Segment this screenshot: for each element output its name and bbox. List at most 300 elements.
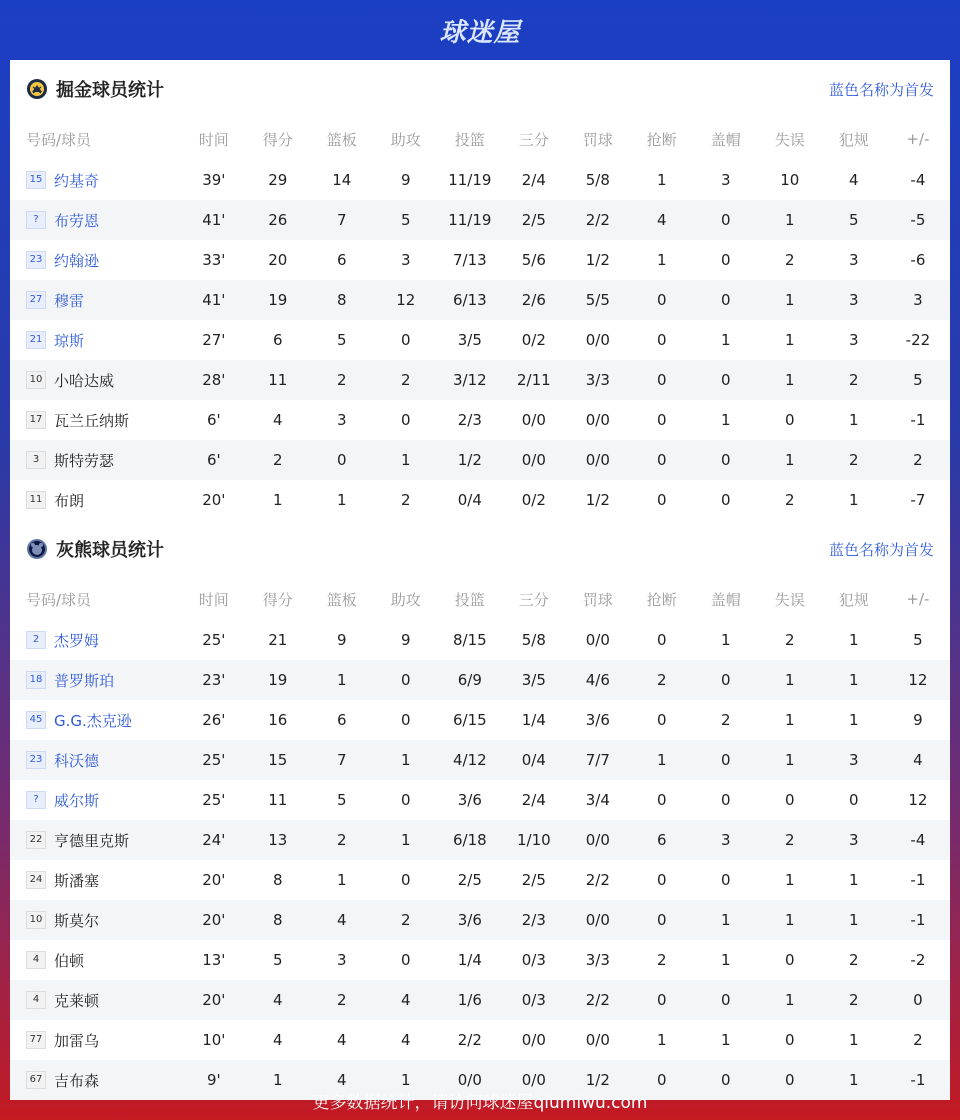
stat-cell: 3	[401, 251, 411, 269]
stat-cell: 1	[694, 900, 758, 940]
stat-cell: 3/12	[438, 360, 502, 400]
stat-cell: 0	[694, 440, 758, 480]
stat-cell: -22	[905, 331, 931, 349]
stat-cell: 11	[246, 360, 310, 400]
stat-cell: 1	[337, 491, 347, 509]
player-name[interactable]: 亨德里克斯	[54, 831, 130, 850]
stat-cell: 0	[694, 200, 758, 240]
team-title-text: 掘金球员统计	[56, 80, 164, 101]
stat-cell: 12	[374, 280, 438, 320]
stat-cell: 1	[721, 331, 731, 349]
stat-cell: 0	[785, 791, 795, 809]
jersey-number-badge: 22	[26, 831, 46, 849]
stat-cell: 1	[374, 820, 438, 860]
stat-cell: 3/6	[585, 711, 610, 729]
stat-cell: 1	[849, 711, 859, 729]
stat-cell: 8	[310, 280, 374, 320]
column-header: 助攻	[390, 590, 421, 609]
stat-cell: 1	[758, 740, 822, 780]
stat-cell: 0/0	[521, 411, 546, 429]
nuggets-logo-icon	[26, 78, 48, 100]
stat-cell: 20	[268, 251, 288, 269]
stat-cell: 0	[886, 980, 950, 1020]
stat-cell: 1	[785, 711, 795, 729]
stat-cell: 4	[374, 980, 438, 1020]
stat-cell: 12	[886, 660, 950, 700]
stat-cell: 2	[310, 820, 374, 860]
stat-cell: 0	[721, 871, 731, 889]
stat-cell: 2	[785, 251, 795, 269]
stat-cell: 2	[822, 440, 886, 480]
stat-cell: 1/2	[585, 251, 610, 269]
column-header: 投篮	[454, 130, 485, 149]
stat-cell: 4	[401, 1031, 411, 1049]
player-row	[10, 440, 950, 480]
stat-cell: 0	[657, 711, 667, 729]
stat-cell: 2/2	[566, 980, 630, 1020]
stat-cell: 9'	[182, 1060, 246, 1100]
stat-cell: 4	[886, 740, 950, 780]
player-name[interactable]: 杰罗姆	[54, 631, 100, 650]
stat-cell: 2	[822, 360, 886, 400]
player-cell	[10, 940, 182, 980]
stat-cell: 4	[630, 200, 694, 240]
jersey-number-badge: 15	[26, 171, 46, 189]
player-name[interactable]: 威尔斯	[54, 791, 100, 810]
stat-cell: 1	[785, 871, 795, 889]
column-header: 篮板	[326, 590, 357, 609]
stat-cell: 0	[401, 331, 411, 349]
stat-cell: 2	[310, 360, 374, 400]
stat-cell: 2	[374, 360, 438, 400]
footer-text: 更多数据统计，请访问球迷屋qiumiwu.com	[312, 1092, 648, 1113]
player-name[interactable]: 琼斯	[54, 331, 85, 350]
stat-cell: 1	[758, 980, 822, 1020]
player-cell	[10, 360, 182, 400]
stat-cell: 1/2	[438, 440, 502, 480]
player-name[interactable]: 普罗斯珀	[54, 671, 115, 690]
player-cell	[10, 400, 182, 440]
stat-cell: 0	[694, 740, 758, 780]
stat-cell: 0	[721, 491, 731, 509]
column-header: 号码/球员	[26, 590, 92, 609]
stat-cell: 2	[886, 440, 950, 480]
stat-cell: 0	[401, 711, 411, 729]
stat-cell: 2	[785, 631, 795, 649]
stat-cell: 2	[913, 1031, 923, 1049]
stat-cell: -1	[910, 871, 926, 889]
player-name[interactable]: 斯莫尔	[54, 911, 100, 930]
stat-cell: 2/6	[502, 280, 566, 320]
stat-cell: 6	[273, 331, 283, 349]
player-row	[10, 200, 950, 240]
column-header: 得分	[262, 130, 293, 149]
stat-cell: 39'	[202, 171, 226, 189]
stat-cell: 1	[374, 440, 438, 480]
stat-cell: 1	[657, 171, 667, 189]
jersey-number-badge: 4	[26, 991, 46, 1009]
player-cell	[10, 980, 182, 1020]
column-header: 罚球	[582, 130, 613, 149]
stat-cell: 3/4	[585, 791, 610, 809]
stat-cell: 1	[758, 280, 822, 320]
stat-cell: 6	[337, 711, 347, 729]
stat-cell: 25'	[182, 740, 246, 780]
stat-cell: 2	[310, 980, 374, 1020]
stat-cell: 2	[785, 491, 795, 509]
stat-cell: 3/6	[457, 791, 482, 809]
column-header: 时间	[198, 590, 229, 609]
player-name[interactable]: 斯潘塞	[54, 871, 100, 890]
stat-cell: 3	[886, 280, 950, 320]
jersey-number-badge: 18	[26, 671, 46, 689]
player-row	[10, 280, 950, 320]
stat-cell: 0	[401, 871, 411, 889]
jersey-number-badge: 3	[26, 451, 46, 469]
stat-cell: 1	[849, 871, 859, 889]
brand-header	[0, 0, 960, 60]
stat-cell: 0	[630, 980, 694, 1020]
stat-cell: 29	[268, 171, 288, 189]
stat-cell: 3/3	[566, 360, 630, 400]
stat-cell: 4	[246, 980, 310, 1020]
stat-cell: -7	[910, 491, 926, 509]
stat-cell: 4	[310, 900, 374, 940]
jersey-number-badge: 24	[26, 871, 46, 889]
stat-cell: 2/2	[566, 200, 630, 240]
column-header: 抢断	[646, 130, 677, 149]
player-name[interactable]: 瓦兰丘纳斯	[54, 411, 130, 430]
stat-cell: 2	[849, 951, 859, 969]
player-cell	[10, 700, 182, 740]
brand-logo: 球迷屋	[439, 17, 521, 48]
player-row	[10, 860, 950, 900]
stat-cell: 3	[337, 411, 347, 429]
player-name[interactable]: 布朗	[54, 491, 85, 510]
stat-cell: 19	[246, 280, 310, 320]
player-row	[10, 240, 950, 280]
team-title-text: 灰熊球员统计	[56, 540, 164, 561]
stat-cell: 19	[246, 660, 310, 700]
section-header	[10, 520, 950, 578]
stat-cell: 9	[401, 631, 411, 649]
stat-cell: -2	[910, 951, 926, 969]
stat-cell: -1	[910, 411, 926, 429]
jersey-number-badge: 10	[26, 371, 46, 389]
stat-cell: 5	[822, 200, 886, 240]
player-row	[10, 740, 950, 780]
column-header: 盖帽	[710, 130, 741, 149]
jersey-number-badge: ?	[26, 791, 46, 809]
jersey-number-badge: 45	[26, 711, 46, 729]
stat-cell: 0	[401, 411, 411, 429]
column-header: 助攻	[390, 130, 421, 149]
stat-cell: 1	[721, 631, 731, 649]
stat-cell: 11	[268, 791, 288, 809]
stat-cell: 1	[758, 440, 822, 480]
stat-cell: 5	[913, 631, 923, 649]
stat-cell: 1	[785, 331, 795, 349]
stat-cell: 2/4	[521, 791, 546, 809]
stat-cell: 1	[721, 411, 731, 429]
section-header	[10, 60, 950, 118]
stat-cell: 1/6	[438, 980, 502, 1020]
stat-cell: 0	[310, 440, 374, 480]
stat-cell: 2	[401, 491, 411, 509]
stat-cell: 6	[630, 820, 694, 860]
stat-cell: 1/2	[585, 491, 610, 509]
player-name[interactable]: 约翰逊	[54, 251, 100, 270]
stat-cell: 1	[758, 660, 822, 700]
stat-cell: 3	[849, 331, 859, 349]
stat-cell: 0/2	[521, 331, 546, 349]
stat-cell: -4	[910, 171, 926, 189]
stat-cell: 3	[822, 280, 886, 320]
column-header: 号码/球员	[26, 130, 92, 149]
stat-cell: 0/3	[502, 980, 566, 1020]
stats-table	[10, 118, 950, 520]
stat-cell: 3/6	[438, 900, 502, 940]
player-name[interactable]: 小哈达威	[54, 371, 115, 390]
footer-banner	[0, 1080, 960, 1120]
column-header: 盖帽	[710, 590, 741, 609]
player-row	[10, 400, 950, 440]
jersey-number-badge: 67	[26, 1071, 46, 1089]
stat-cell: 3	[337, 951, 347, 969]
stat-cell: 0	[694, 660, 758, 700]
stat-cell: 1	[246, 1060, 310, 1100]
stat-cell: 20'	[202, 491, 226, 509]
stat-cell: 0/0	[585, 631, 610, 649]
stat-cell: 13	[246, 820, 310, 860]
stat-cell: 0	[630, 1060, 694, 1100]
stat-cell: 7/13	[452, 251, 487, 269]
header-row	[10, 118, 950, 160]
stat-cell: 5/8	[521, 631, 546, 649]
stat-cell: 1	[758, 200, 822, 240]
stat-cell: 21	[268, 631, 288, 649]
player-cell	[10, 320, 182, 360]
stat-cell: 0/0	[566, 440, 630, 480]
player-name[interactable]: 斯特劳瑟	[54, 451, 115, 470]
player-name[interactable]: 克莱顿	[54, 991, 100, 1010]
stat-cell: 5	[374, 200, 438, 240]
player-row	[10, 980, 950, 1020]
stat-cell: 6'	[182, 440, 246, 480]
stat-cell: 0	[657, 411, 667, 429]
stat-cell: 3/3	[585, 951, 610, 969]
column-header: +/-	[906, 130, 930, 148]
stat-cell: 0/0	[585, 411, 610, 429]
player-cell	[10, 160, 182, 200]
column-header: 得分	[262, 590, 293, 609]
player-row	[10, 940, 950, 980]
player-cell	[10, 240, 182, 280]
jersey-number-badge: 17	[26, 411, 46, 429]
stat-cell: 0	[785, 411, 795, 429]
stat-cell: 1	[758, 360, 822, 400]
player-name[interactable]: 吉布森	[54, 1071, 100, 1090]
stat-cell: 25'	[202, 631, 226, 649]
stat-cell: 5	[273, 951, 283, 969]
stat-cell: 0	[721, 791, 731, 809]
player-name[interactable]: 穆雷	[54, 291, 85, 310]
stat-cell: 15	[246, 740, 310, 780]
stat-cell: 9	[401, 171, 411, 189]
stat-cell: 2/5	[502, 200, 566, 240]
stat-cell: 20'	[182, 980, 246, 1020]
stat-cell: 20'	[182, 900, 246, 940]
stat-cell: 33'	[202, 251, 226, 269]
stat-cell: 0	[657, 791, 667, 809]
stat-cell: 6/13	[438, 280, 502, 320]
jersey-number-badge: ?	[26, 211, 46, 229]
stat-cell: 0/4	[502, 740, 566, 780]
stat-cell: 10	[780, 171, 800, 189]
player-cell	[10, 440, 182, 480]
stat-cell: 4	[273, 411, 283, 429]
stat-cell: 6/18	[438, 820, 502, 860]
jersey-number-badge: 23	[26, 751, 46, 769]
stat-cell: 2/2	[457, 1031, 482, 1049]
jersey-number-badge: 4	[26, 951, 46, 969]
stat-cell: 26	[246, 200, 310, 240]
stat-cell: 1/4	[457, 951, 482, 969]
player-cell	[10, 200, 182, 240]
player-name[interactable]: 约基奇	[54, 171, 100, 190]
stat-cell: 26'	[202, 711, 226, 729]
stat-cell: 7	[310, 740, 374, 780]
stat-cell: 2/3	[457, 411, 482, 429]
team-section	[10, 520, 950, 1100]
column-header: 罚球	[582, 590, 613, 609]
column-header: 三分	[518, 590, 549, 609]
stat-cell: 0	[721, 251, 731, 269]
jersey-number-badge: 11	[26, 491, 46, 509]
player-row	[10, 780, 950, 820]
stat-cell: 1	[758, 900, 822, 940]
stat-cell: 2	[630, 660, 694, 700]
stat-cell: 0	[630, 360, 694, 400]
stat-cell: 16	[268, 711, 288, 729]
stat-cell: -5	[886, 200, 950, 240]
player-name[interactable]: 科沃德	[54, 751, 100, 770]
column-header: 失误	[774, 590, 805, 609]
player-row	[10, 900, 950, 940]
stat-cell: 5/6	[521, 251, 546, 269]
player-name[interactable]: 加雷乌	[54, 1031, 100, 1050]
stat-cell: 0/0	[521, 1031, 546, 1049]
jersey-number-badge: 23	[26, 251, 46, 269]
player-row	[10, 480, 950, 520]
stat-cell: 0	[694, 280, 758, 320]
stat-cell: 1	[822, 900, 886, 940]
stat-cell: 0	[630, 280, 694, 320]
player-row	[10, 320, 950, 360]
column-header: 犯规	[838, 130, 869, 149]
stat-cell: 20'	[202, 871, 226, 889]
stat-cell: 1	[310, 660, 374, 700]
stat-cell: 1	[849, 631, 859, 649]
jersey-number-badge: 10	[26, 911, 46, 929]
player-cell	[10, 620, 182, 660]
stat-cell: 2/2	[585, 871, 610, 889]
stat-cell: -1	[886, 1060, 950, 1100]
stat-cell: 2/5	[457, 871, 482, 889]
player-cell	[10, 820, 182, 860]
stat-cell: 41'	[182, 280, 246, 320]
team-title	[26, 536, 164, 562]
stat-cell: 0	[630, 440, 694, 480]
stat-cell: 8	[273, 871, 283, 889]
stat-cell: 1	[822, 1060, 886, 1100]
stat-cell: 6/9	[438, 660, 502, 700]
stat-cell: 23'	[182, 660, 246, 700]
column-header: 投篮	[454, 590, 485, 609]
player-row	[10, 820, 950, 860]
stat-cell: 0	[694, 1060, 758, 1100]
column-header: 时间	[198, 130, 229, 149]
stat-cell: 7	[310, 200, 374, 240]
player-row	[10, 660, 950, 700]
stat-cell: 1	[273, 491, 283, 509]
stat-cell: 6	[337, 251, 347, 269]
stat-cell: 27'	[202, 331, 226, 349]
stat-cell: 2/5	[521, 871, 546, 889]
stat-cell: 5	[337, 791, 347, 809]
stat-cell: 10'	[202, 1031, 226, 1049]
stat-cell: 5	[337, 331, 347, 349]
stat-cell: 3	[822, 740, 886, 780]
player-cell	[10, 900, 182, 940]
stat-cell: 0	[657, 631, 667, 649]
stat-cell: 4	[337, 1031, 347, 1049]
stat-cell: 1	[822, 660, 886, 700]
stat-cell: 0	[694, 980, 758, 1020]
stat-cell: 28'	[182, 360, 246, 400]
stat-cell: 0	[785, 951, 795, 969]
stat-cell: 3	[694, 820, 758, 860]
player-row	[10, 160, 950, 200]
stat-cell: 1	[374, 740, 438, 780]
stat-cell: 0/0	[502, 1060, 566, 1100]
starter-note: 蓝色名称为首发	[828, 540, 934, 559]
stat-cell: 0	[657, 331, 667, 349]
player-cell	[10, 740, 182, 780]
jersey-number-badge: 77	[26, 1031, 46, 1049]
stat-cell: 4	[273, 1031, 283, 1049]
header-row	[10, 578, 950, 620]
player-name[interactable]: 伯顿	[54, 951, 85, 970]
stat-cell: 2	[721, 711, 731, 729]
jersey-number-badge: 2	[26, 631, 46, 649]
stat-cell: 5/8	[585, 171, 610, 189]
stat-cell: 8/15	[452, 631, 487, 649]
stat-cell: 0	[401, 791, 411, 809]
stat-cell: 6/15	[452, 711, 487, 729]
player-cell	[10, 480, 182, 520]
jersey-number-badge: 21	[26, 331, 46, 349]
player-name[interactable]: G.G.杰克逊	[54, 711, 132, 730]
jersey-number-badge: 27	[26, 291, 46, 309]
stat-cell: -4	[886, 820, 950, 860]
stat-cell: 2	[657, 951, 667, 969]
stat-cell: -1	[886, 900, 950, 940]
stat-cell: 1	[721, 1031, 731, 1049]
team-title	[26, 76, 164, 102]
player-name[interactable]: 布劳恩	[54, 211, 100, 230]
column-header: +/-	[906, 590, 930, 608]
